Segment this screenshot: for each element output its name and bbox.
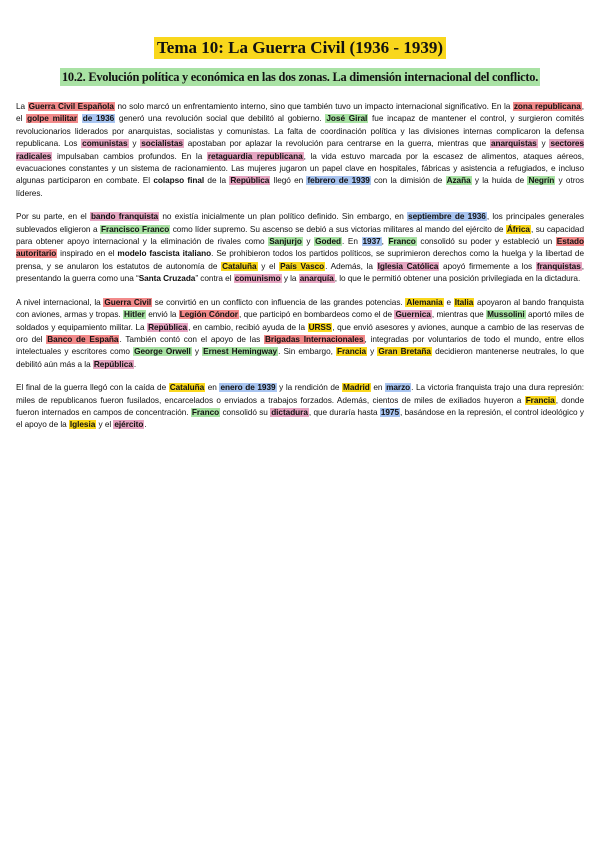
- highlight-yellow: Gran Bretaña: [378, 347, 431, 357]
- highlight-blue: 1937: [362, 237, 381, 247]
- highlight-pink: ejército: [114, 420, 144, 430]
- highlight-pink: Guernica: [395, 310, 431, 320]
- highlight-pink: Iglesia Católica: [377, 261, 439, 271]
- highlight-red: Legión Cóndor: [179, 310, 238, 320]
- highlight-pink: bando franquista: [90, 212, 159, 222]
- highlight-blue: septiembre de 1936: [408, 212, 486, 222]
- highlight-red: zona republicana: [513, 102, 581, 111]
- highlight-pink: anarquistas: [490, 139, 537, 149]
- highlight-yellow: Cataluña: [169, 383, 205, 393]
- highlight-blue: marzo: [386, 383, 411, 393]
- highlight-red: golpe militar: [27, 114, 77, 124]
- highlight-blue: de 1936: [82, 114, 115, 124]
- highlight-yellow: URSS: [308, 322, 332, 332]
- highlight-green: Franco: [388, 237, 416, 247]
- highlight-green: Franco: [191, 407, 220, 417]
- highlight-red: Guerra Civil: [104, 297, 152, 307]
- highlight-green: Negrín: [528, 176, 555, 186]
- highlight-pink: retaguardia republicana: [207, 151, 303, 161]
- section-heading: 10.2. Evolución política y económica en las dos zonas. La dimensión internacional del conflicto.: [61, 70, 539, 84]
- bold-term: modelo fascista italiano: [117, 249, 212, 259]
- highlight-blue: 1975: [380, 407, 399, 417]
- bold-term: colapso final: [153, 176, 205, 186]
- bold-term: Santa Cruzada: [138, 274, 196, 284]
- highlight-blue: febrero de 1939: [307, 176, 370, 186]
- highlight-green: Sanjurjo: [269, 237, 302, 247]
- highlight-blue: enero de 1939: [220, 383, 276, 393]
- highlight-pink: República: [148, 322, 188, 332]
- document-title: Tema 10: La Guerra Civil (1936 - 1939): [154, 37, 446, 59]
- highlight-yellow: Francia: [337, 347, 366, 357]
- highlight-red: Estado autoritario: [16, 237, 585, 259]
- highlight-yellow: Francia: [525, 395, 555, 405]
- highlight-pink: República: [93, 359, 133, 369]
- paragraph-international-dimension: A nivel internacional, la Guerra Civil se convirtió en un conflicto con influencia de las grandes potencias. Alemania e Italia apoyaron al bando franquista con aviones, armas y tropas. Hitler envió la Legión Cóndor, que participó en bombardeos como el de Guernica, mientras que Mussolini aportó miles de soldados y equipamiento militar. La República, en cambio, recibió ayuda de la URSS, que envió asesores y aviones, aunque a cambio de las reservas de oro del Banco de España. También contó con el apoyo de las Brigadas Internacionales, integradas por voluntarios de todo el mundo, entre ellos intelectuales y escritores como George Orwell y Ernest Hemingway. Sin embargo, Francia y Gran Bretaña decidieron mantenerse neutrales, lo que debilitó aún más a la República.: [16, 297, 584, 369]
- highlight-pink: República: [230, 176, 270, 186]
- highlight-green: Mussolini: [487, 310, 525, 320]
- highlight-pink: dictadura: [271, 407, 308, 417]
- highlight-pink: anarquía: [299, 274, 334, 284]
- paragraph-francoist-side: Por su parte, en el bando franquista no existía inicialmente un plan político definido. Sin embargo, en septiembre de 1936, los principales generales sublevados eligieron a Francisco Franco como líder supremo. Su ascenso se debió a sus victorias militares al mando del ejército de África, su capacidad para obtener apoyo internacional y la eliminación de rivales como Sanjurjo y Goded. En 1937, Franco consolidó su poder y estableció un Estado autoritario inspirado en el modelo fascista italiano. Se prohibieron todos los partidos políticos, se suprimieron derechos como la huelga y la libertad de prensa, y se anularon los estatutos de autonomía de Cataluña y el País Vasco. Además, la Iglesia Católica apoyó firmemente a los franquistas, presentando la guerra como una “Santa Cruzada” contra el comunismo y la anarquía, lo que le permitió obtener una posición privilegiada en la dictadura.: [16, 212, 585, 284]
- highlight-yellow: África: [506, 224, 530, 234]
- highlight-yellow: País Vasco: [280, 261, 325, 271]
- highlight-yellow: Alemania: [406, 297, 443, 307]
- highlight-green: Ernest Hemingway: [203, 347, 278, 357]
- highlight-green: Goded: [315, 237, 342, 247]
- paragraph-republican-zone: La Guerra Civil Española no solo marcó un enfrentamiento interno, sino que también tuvo un impacto internacional significativo. En la zona republicana, el golpe militar de 1936 generó una revolución social que debilitó al gobierno. José Giral fue incapaz de mantener el control, y surgieron comités revolucionarios liderados por anarquistas, socialistas y comunistas. La falta de coordinación política y las divisiones internas complicaron la defensa republicana. Los comunistas y socialistas apostaban por aplazar la revolución para centrarse en la guerra, mientras que anarquistas y sectores radicales impulsaban cambios profundos. En la retaguardia republicana, la vida estuvo marcada por la escasez de alimentos, ataques aéreos, evacuaciones constantes y un sistema de racionamiento. Las mujeres jugaron un papel clave en hospitales, fábricas y asistencia a refugiados, e incluso algunas participaron en combate. El colapso final de la República llegó en febrero de 1939 con la dimisión de Azaña y la huida de Negrín y otros líderes.: [16, 102, 585, 198]
- highlight-red: Banco de España: [47, 334, 119, 344]
- highlight-pink: comunismo: [234, 274, 281, 284]
- highlight-yellow: Iglesia: [69, 420, 96, 430]
- highlight-green: Azaña: [446, 176, 471, 186]
- highlight-green: George Orwell: [134, 347, 191, 357]
- highlight-pink: franquistas: [536, 261, 581, 271]
- paragraph-end-of-war: El final de la guerra llegó con la caída de Cataluña en enero de 1939 y la rendición de Madrid en marzo. La victoria franquista trajo una dura represión: miles de republicanos fueron fusilados, encarcelados o enviados a trabajos forzados. Además, cientos de miles de exiliados huyeron a Francia, donde fueron internados en campos de concentración. Franco consolidó su dictadura, que duraría hasta 1975, basándose en la represión, el control ideológico y el apoyo de la Iglesia y el ejército.: [16, 383, 585, 430]
- subtitle-block: [16, 68, 584, 86]
- highlight-green: Francisco Franco: [100, 224, 170, 234]
- highlight-green: José Giral: [326, 114, 368, 124]
- highlight-pink: sectores radicales: [16, 139, 584, 161]
- highlight-yellow: Cataluña: [222, 261, 257, 271]
- highlight-yellow: Madrid: [343, 383, 370, 393]
- highlight-pink: socialistas: [141, 139, 183, 149]
- highlight-green: Hitler: [124, 310, 145, 320]
- highlight-pink: comunistas: [82, 139, 128, 149]
- highlight-yellow: Italia: [454, 297, 474, 307]
- title-block: [16, 0, 584, 59]
- highlight-red: Guerra Civil Española: [28, 102, 114, 111]
- highlight-red: Brigadas Internacionales: [265, 334, 364, 344]
